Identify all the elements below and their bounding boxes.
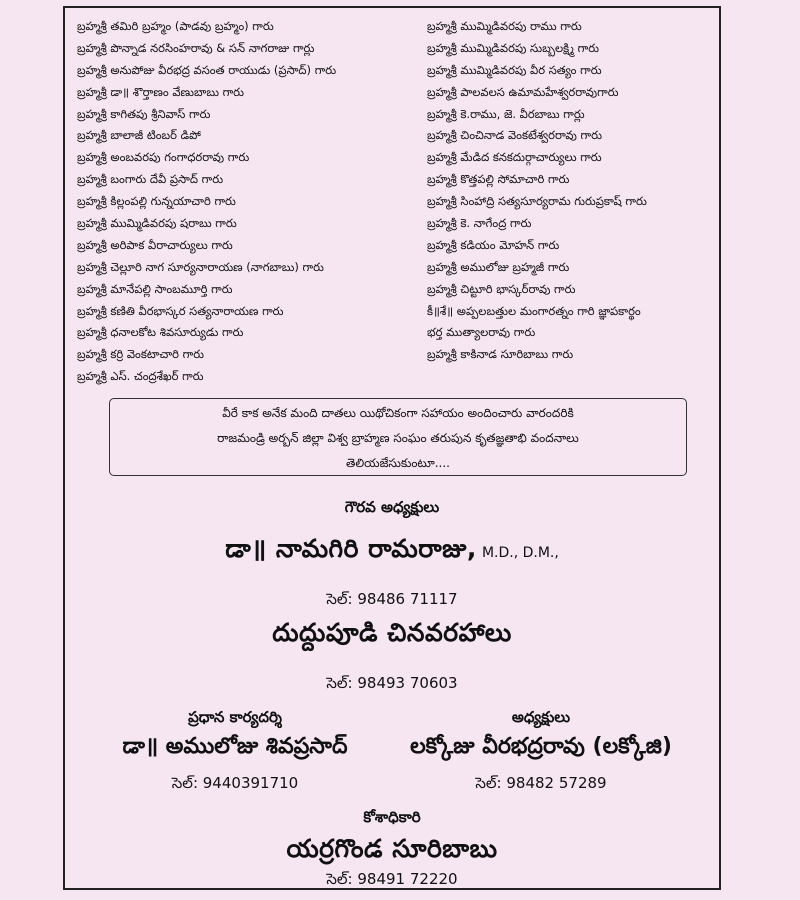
thanks-line-2: రాజమండ్రి అర్బన్ జిల్లా విశ్వ బ్రాహ్మణ సంఘం తరుపున కృతజ్ఞతాభి వందనాలు bbox=[217, 431, 579, 445]
person2-name: దుద్దుపూడి చినవరహాలు bbox=[272, 618, 512, 647]
donor-item: బ్రహ్మశ్రీ సింహాద్రి సత్యసూర్యరామ గురుప్రకాష్ గారు bbox=[427, 194, 647, 209]
honorary-title: గౌరవ అధ్యక్షులు bbox=[344, 498, 440, 516]
thanks-line-1: వీరే కాక అనేక మంది దాతలు యిథోచికంగా సహాయం అందించారు వారందరికి bbox=[222, 406, 574, 420]
donor-item: బ్రహ్మశ్రీ పొన్నాడ నరసింహరావు & సన్ నాగరాజు గార్లు bbox=[77, 40, 315, 55]
donor-item: బ్రహ్మశ్రీ మానేపల్లి సాంబమూర్తి గారు bbox=[77, 281, 233, 296]
donor-item: బ్రహ్మశ్రీ ధనాలకోట శివసూర్యుడు గారు bbox=[77, 325, 244, 340]
donor-item: బ్రహ్మశ్రీ చించినాడ వెంకటేశ్వరరావు గారు bbox=[427, 128, 602, 143]
donor-item: బ్రహ్మశ్రీ కె.రాము, జె. వీరబాబు గార్లు bbox=[427, 106, 585, 121]
president-block bbox=[391, 708, 691, 796]
donor-item: బ్రహ్మశ్రీ చిట్టూరి భాస్కర్‌రావు గారు bbox=[427, 281, 576, 296]
donor-item: బ్రహ్మశ్రీ కిల్లంపల్లి గున్నయాచారి గారు bbox=[77, 194, 236, 209]
donor-item: బ్రహ్మశ్రీ ముమ్మిడివరపు సుబ్బలక్ష్మి గారు bbox=[427, 40, 600, 55]
donor-item: బ్రహ్మశ్రీ పాలవలస ఉమామహేశ్వరరావుగారు bbox=[427, 84, 619, 99]
secretary-title: ప్రధాన కార్యదర్శి bbox=[188, 708, 282, 726]
thanks-box bbox=[109, 398, 687, 476]
donor-item: బ్రహ్మశ్రీ కొత్తపల్లి సోమాచారి గారు bbox=[427, 172, 570, 187]
secretary-block bbox=[85, 708, 385, 796]
donor-item: బ్రహ్మశ్రీ మేడిద కనకదుర్గాచార్యులు గారు bbox=[427, 150, 602, 165]
donor-item: బ్రహ్మశ్రీ బాలాజీ టింబర్ డిపో bbox=[77, 128, 201, 143]
secretary-name: డా॥ అములోజు శివప్రసాద్ bbox=[122, 734, 348, 759]
donor-item: బ్రహ్మశ్రీ కాగితపు శ్రీనివాస్ గారు bbox=[77, 106, 211, 121]
donor-item: బ్రహ్మశ్రీ కె. నాగేంద్ర గారు bbox=[427, 216, 532, 231]
donor-item: బ్రహ్మశ్రీ కణితి వీరభాస్కర సత్యనారాయణ గారు bbox=[77, 303, 284, 318]
president-name: లక్కోజు వీరభద్రరావు (లక్కోజి) bbox=[410, 734, 672, 759]
honorary-degree: M.D., D.M., bbox=[481, 545, 559, 561]
honorary-phone: సెల్: 98486 71117 bbox=[326, 590, 458, 608]
donor-item: బ్రహ్మశ్రీ తమిరి బ్రహ్మం (పాడవు బ్రహ్మం) గారు bbox=[77, 19, 274, 33]
treasurer-title: కోశాధికారి bbox=[363, 808, 421, 826]
donor-item: బ్రహ్మశ్రీ డా॥ శొర్తాణం వేణుబాబు గారు bbox=[77, 84, 244, 99]
donor-item: బ్రహ్మశ్రీ కర్రి వెంకటాచారి గారు bbox=[77, 347, 205, 362]
donor-item: బ్రహ్మశ్రీ అంబవరపు గంగాధరరావు గారు bbox=[77, 150, 250, 165]
person2-phone: సెల్: 98493 70603 bbox=[326, 674, 458, 692]
donor-item: బ్రహ్మశ్రీ కాకినాడ సూరిబాబు గారు bbox=[427, 347, 574, 362]
donor-item: బ్రహ్మశ్రీ ఎస్. చంద్రశేఖర్ గారు bbox=[77, 369, 204, 384]
treasurer-name: యర్రగొండ సూరిబాబు bbox=[286, 834, 498, 863]
honorary-name: డా॥ నామగిరి రామరాజు, bbox=[225, 534, 477, 563]
honorary-name-line bbox=[65, 534, 719, 570]
donor-item: బ్రహ్మశ్రీ చెల్లూరి నాగ సూర్యనారాయణ (నాగబాబు) గారు bbox=[77, 259, 324, 274]
secretary-phone: సెల్: 9440391710 bbox=[171, 774, 299, 792]
donor-item: బ్రహ్మశ్రీ ముమ్మిడివరపు వీర సత్యం గారు bbox=[427, 62, 602, 77]
donor-item: భర్త ముత్యాలరావు గారు bbox=[427, 325, 536, 340]
donor-item: బ్రహ్మశ్రీ అనుపోజు వీరభద్ర వసంత రాయుడు (ప్రసాద్) గారు bbox=[77, 62, 337, 77]
donor-item: బ్రహ్మశ్రీ అములోజు బ్రహ్మజీ గారు bbox=[427, 259, 570, 274]
donor-item: బ్రహ్మశ్రీ బంగారు దేవీ ప్రసాద్ గారు bbox=[77, 172, 224, 187]
president-title: అధ్యక్షులు bbox=[511, 708, 571, 726]
notice-frame bbox=[63, 6, 721, 890]
thanks-line-3: తెలియజేసుకుంటూ.... bbox=[346, 456, 450, 470]
donor-list-left bbox=[77, 16, 422, 388]
donor-item: కీ॥శే॥ అప్పలబత్తుల మంగారత్నం గారి జ్ఞాపకార్థం bbox=[427, 303, 641, 318]
donor-list-right bbox=[427, 16, 717, 366]
donor-item: బ్రహ్మశ్రీ ముమ్మిడివరపు రాము గారు bbox=[427, 19, 582, 33]
donor-item: బ్రహ్మశ్రీ ముమ్మిడివరపు షరాబు గారు bbox=[77, 216, 237, 231]
president-phone: సెల్: 98482 57289 bbox=[475, 774, 607, 792]
donor-item: బ్రహ్మశ్రీ అరిపాక వీరాచార్యులు గారు bbox=[77, 237, 233, 252]
treasurer-phone: సెల్: 98491 72220 bbox=[326, 870, 458, 888]
donor-item: బ్రహ్మశ్రీ కడియం మోహన్ గారు bbox=[427, 237, 560, 252]
